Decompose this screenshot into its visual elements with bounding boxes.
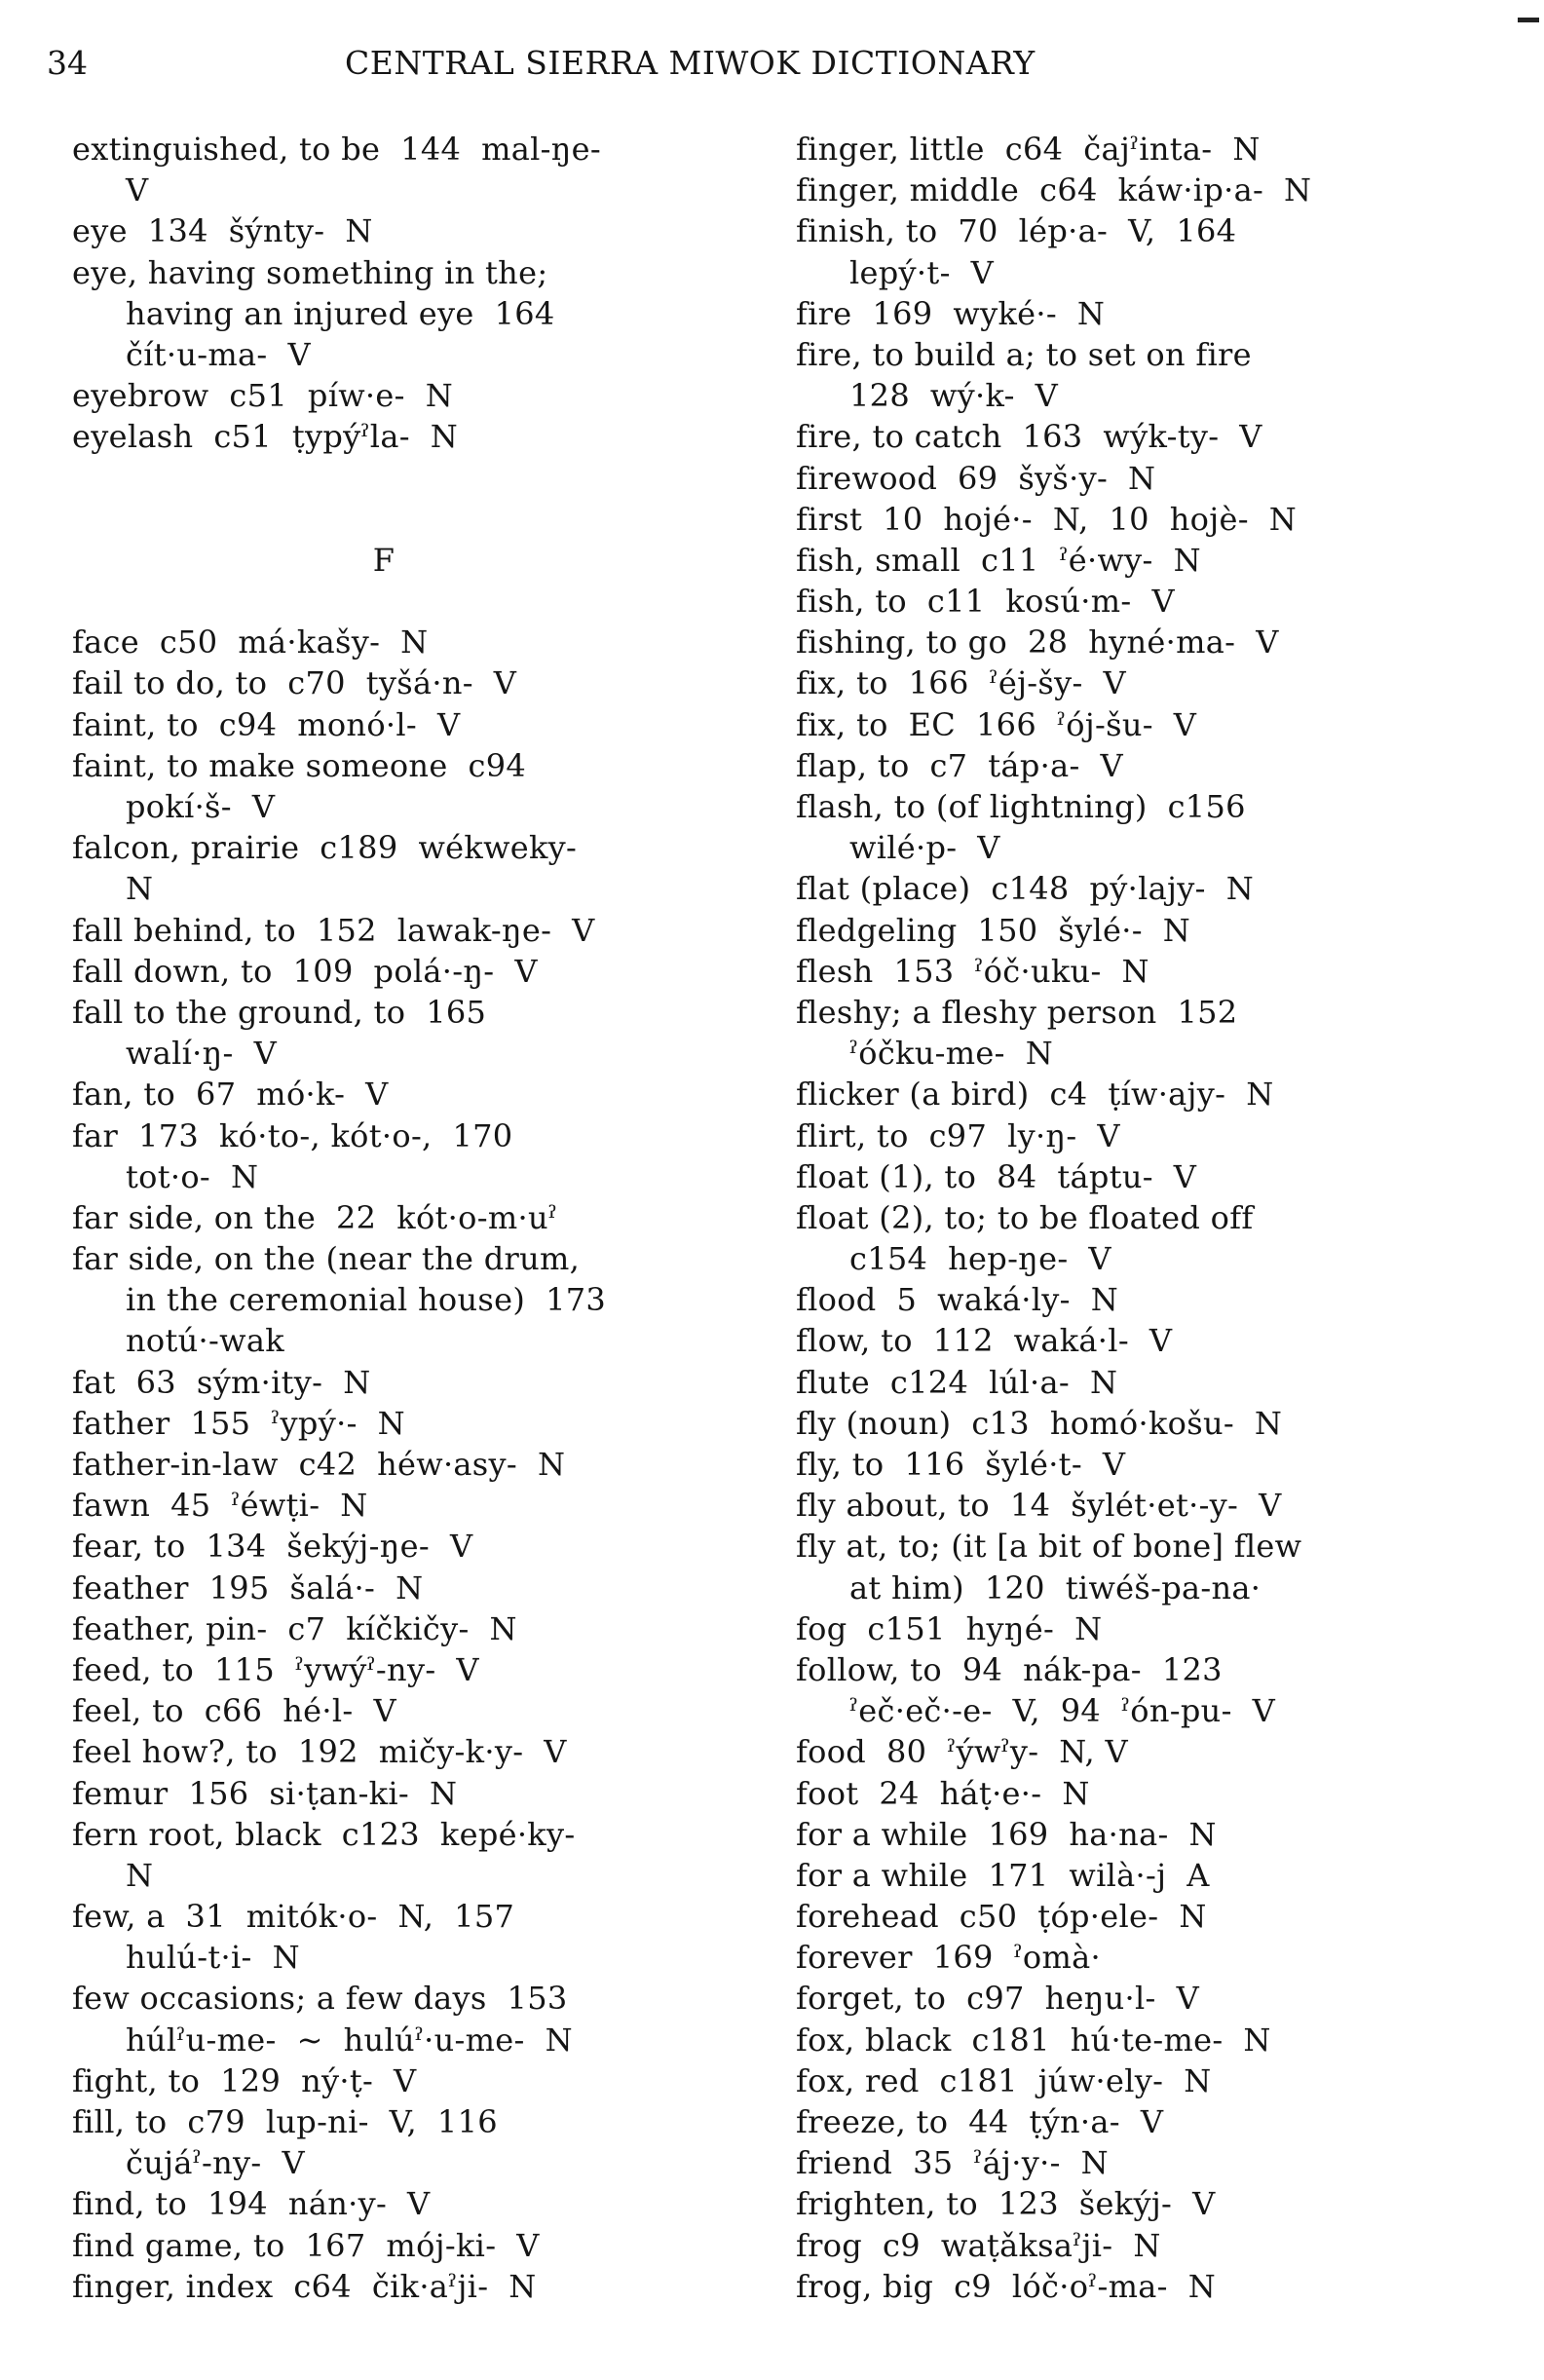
dictionary-entry-line: fledgeling 150 šylé·- N [796, 911, 1191, 949]
dictionary-entry-line: forget, to c97 heŋu·l- V [796, 1980, 1200, 2018]
dictionary-entry-line: for a while 171 wilà·-j A [796, 1856, 1210, 1894]
entry-continuation-line: čít·u-ma- V [126, 335, 311, 373]
entry-continuation-line: wilé·p- V [849, 829, 1000, 867]
dictionary-entry-line: find game, to 167 mój-ki- V [72, 2226, 540, 2264]
entry-continuation-line: V [126, 171, 149, 209]
dictionary-entry-line: fishing, to go 28 hyné·ma- V [796, 623, 1279, 661]
entry-continuation-line: húlˀu-me- ~ hulúˀ·u-me- N [126, 2021, 573, 2059]
right-column [796, 129, 1517, 2307]
dictionary-entry-line: extinguished, to be 144 mal-ŋe- [72, 131, 602, 168]
dictionary-entry-line: eye, having something in the; [72, 253, 548, 291]
dictionary-entry-line: far 173 kó·to-, kót·o-, 170 [72, 1116, 513, 1154]
blank-line [72, 458, 754, 499]
entry-continuation-line: in the ceremonial house) 173 [126, 1281, 607, 1319]
dictionary-entry-line: float (2), to; to be floated off [796, 1198, 1254, 1236]
entry-continuation-line: tot·o- N [126, 1157, 259, 1195]
dictionary-entry-line: finger, little c64 čajˀinta- N [796, 131, 1261, 168]
entry-continuation-line: hulú-t·i- N [126, 1939, 300, 1977]
dictionary-entry-line: flat (place) c148 pý·lajy- N [796, 870, 1255, 908]
dictionary-entry-line: flood 5 waká·ly- N [796, 1281, 1119, 1319]
entry-continuation-line: lepý·t- V [849, 253, 995, 291]
dictionary-entry-line: follow, to 94 nák-pa- 123 [796, 1650, 1223, 1688]
dictionary-entry-line: frog, big c9 lóč·oˀ-ma- N [796, 2267, 1217, 2305]
dictionary-entry-line: faint, to c94 monó·l- V [72, 705, 461, 743]
dictionary-entry-line: flesh 153 ˀóč·uku- N [796, 952, 1149, 990]
page-number: 34 [47, 44, 88, 82]
dictionary-entry-line: fat 63 sým·ity- N [72, 1363, 371, 1401]
dictionary-entry-line: fire, to catch 163 wýk-ty- V [796, 418, 1262, 456]
dictionary-entry-line: far side, on the 22 kót·o-m·uˀ [72, 1198, 558, 1236]
dictionary-entry-line: eyebrow c51 píw·e- N [72, 377, 453, 415]
dictionary-entry-line: father-in-law c42 héw·asy- N [72, 1446, 566, 1483]
dictionary-entry-line: friend 35 ˀáj·y·- N [796, 2144, 1109, 2182]
dictionary-entry-line: fix, to 166 ˀéj-šy- V [796, 664, 1126, 702]
dictionary-entry-line: flow, to 112 waká·l- V [796, 1322, 1173, 1360]
dictionary-entry-line: femur 156 si·ṭan-ki- N [72, 1774, 458, 1812]
dictionary-entry-line: father 155 ˀypý·- N [72, 1404, 405, 1442]
dictionary-entry-line: feel, to c66 hé·l- V [72, 1692, 396, 1730]
dictionary-entry-line: fail to do, to c70 tyšá·n- V [72, 664, 517, 702]
dictionary-entry-line: forehead c50 ṭóp·ele- N [796, 1898, 1207, 1936]
dictionary-entry-line: few occasions; a few days 153 [72, 1980, 568, 2018]
dictionary-entry-line: flap, to c7 táp·a- V [796, 746, 1123, 784]
dictionary-entry-line: fix, to EC 166 ˀój-šu- V [796, 705, 1197, 743]
dictionary-entry-line: float (1), to 84 táptu- V [796, 1157, 1197, 1195]
dictionary-entry-line: fire 169 wyké·- N [796, 294, 1106, 332]
dictionary-entry-line: fern root, black c123 kepé·ky- [72, 1815, 576, 1853]
dictionary-entry-line: for a while 169 ha·na- N [796, 1815, 1217, 1853]
dictionary-entry-line: find, to 194 nán·y- V [72, 2185, 431, 2223]
dictionary-entry-line: frighten, to 123 šekýj- V [796, 2185, 1216, 2223]
dictionary-entry-line: flute c124 lúl·a- N [796, 1363, 1118, 1401]
dictionary-entry-line: fawn 45 ˀéwṭi- N [72, 1487, 368, 1525]
dictionary-entry-line: faint, to make someone c94 [72, 746, 527, 784]
dictionary-entry-line: fish, to c11 kosú·m- V [796, 583, 1175, 621]
entry-continuation-line: 128 wý·k- V [849, 377, 1059, 415]
dictionary-entry-line: foot 24 háṭ·e·- N [796, 1774, 1090, 1812]
dictionary-entry-line: fall to the ground, to 165 [72, 993, 487, 1031]
dictionary-entry-line: far side, on the (near the drum, [72, 1240, 581, 1278]
entry-continuation-line: at him) 120 tiwéš-pa-na· [849, 1568, 1262, 1606]
dictionary-entry-line: eyelash c51 ṭypýˀla- N [72, 418, 459, 456]
dictionary-entry-line: feed, to 115 ˀywýˀ-ny- V [72, 1650, 479, 1688]
dictionary-entry-line: fox, black c181 hú·te-me- N [796, 2021, 1271, 2059]
blank-line [72, 499, 754, 540]
dictionary-entry-line: feel how?, to 192 mičy-k·y- V [72, 1733, 567, 1771]
dictionary-entry-line: frog c9 waṭǎksaˀji- N [796, 2226, 1161, 2264]
dictionary-entry-line: fly, to 116 šylé·t- V [796, 1446, 1126, 1483]
dictionary-entry-line: flash, to (of lightning) c156 [796, 788, 1246, 825]
dictionary-entry-line: food 80 ˀýwˀy- N, V [796, 1733, 1128, 1771]
page-edge-mark [1518, 18, 1539, 22]
dictionary-entry-line: fear, to 134 šekýj-ŋe- V [72, 1528, 473, 1566]
dictionary-entry-line: fox, red c181 júw·ely- N [796, 2061, 1212, 2099]
entry-continuation-line: ˀeč·eč·-e- V, 94 ˀón-pu- V [849, 1692, 1276, 1730]
dictionary-entry-line: flirt, to c97 ly·ŋ- V [796, 1116, 1120, 1154]
dictionary-entry-line: fill, to c79 lup-ni- V, 116 [72, 2103, 498, 2140]
dictionary-entry-line: few, a 31 mitók·o- N, 157 [72, 1898, 515, 1936]
dictionary-entry-line: fleshy; a fleshy person 152 [796, 993, 1238, 1031]
entry-continuation-line: c154 hep-ŋe- V [849, 1240, 1111, 1278]
dictionary-entry-line: fall behind, to 152 lawak-ŋe- V [72, 911, 595, 949]
dictionary-entry-line: fog c151 hyŋé- N [796, 1609, 1103, 1647]
dictionary-entry-line: fly at, to; (it [a bit of bone] flew [796, 1528, 1302, 1566]
blank-line [72, 581, 754, 622]
entry-continuation-line: having an injured eye 164 [126, 294, 555, 332]
dictionary-entry-line: firewood 69 šyš·y- N [796, 459, 1156, 497]
dictionary-entry-line: falcon, prairie c189 wékweky- [72, 829, 578, 867]
dictionary-entry-line: finish, to 70 lép·a- V, 164 [796, 212, 1237, 250]
dictionary-entry-line: fly (noun) c13 homó·košu- N [796, 1404, 1283, 1442]
dictionary-entry-line: fall down, to 109 polá·-ŋ- V [72, 952, 538, 990]
dictionary-entry-line: feather 195 šalá·- N [72, 1568, 424, 1606]
entry-continuation-line: čujáˀ-ny- V [126, 2144, 305, 2182]
dictionary-entry-line: face c50 má·kašy- N [72, 623, 429, 661]
dictionary-entry-line: fight, to 129 ný·ṭ- V [72, 2061, 417, 2099]
entry-continuation-line: N [126, 1856, 154, 1894]
dictionary-entry-line: finger, index c64 čik·aˀji- N [72, 2267, 537, 2305]
dictionary-entry-line: freeze, to 44 ṭýn·a- V [796, 2103, 1164, 2140]
entry-continuation-line: ˀóčku-me- N [849, 1035, 1054, 1073]
dictionary-entry-line: forever 169 ˀomà· [796, 1939, 1101, 1977]
entry-continuation-line: pokí·š- V [126, 788, 276, 825]
dictionary-entry-line: eye 134 šýnty- N [72, 212, 373, 250]
section-letter-heading: F [372, 541, 395, 579]
dictionary-entry-line: fan, to 67 mó·k- V [72, 1076, 389, 1114]
entry-continuation-line: notú·-wak [126, 1322, 284, 1360]
dictionary-entry-line: fish, small c11 ˀé·wy- N [796, 541, 1201, 579]
dictionary-entry-line: first 10 hojé·- N, 10 hojè- N [796, 500, 1298, 538]
dictionary-entry-line: feather, pin- c7 kíčkičy- N [72, 1609, 517, 1647]
dictionary-entry-line: flicker (a bird) c4 ṭíw·ajy- N [796, 1076, 1274, 1114]
dictionary-entry-line: finger, middle c64 káw·ip·a- N [796, 171, 1312, 209]
dictionary-entry-line: fire, to build a; to set on fire [796, 335, 1252, 373]
left-column [72, 129, 754, 2307]
entry-continuation-line: walí·ŋ- V [126, 1035, 277, 1073]
entry-continuation-line: N [126, 870, 154, 908]
dictionary-entry-line: fly about, to 14 šylét·et·-y- V [796, 1487, 1282, 1525]
running-head-title: CENTRAL SIERRA MIWOK DICTIONARY [345, 44, 1036, 82]
